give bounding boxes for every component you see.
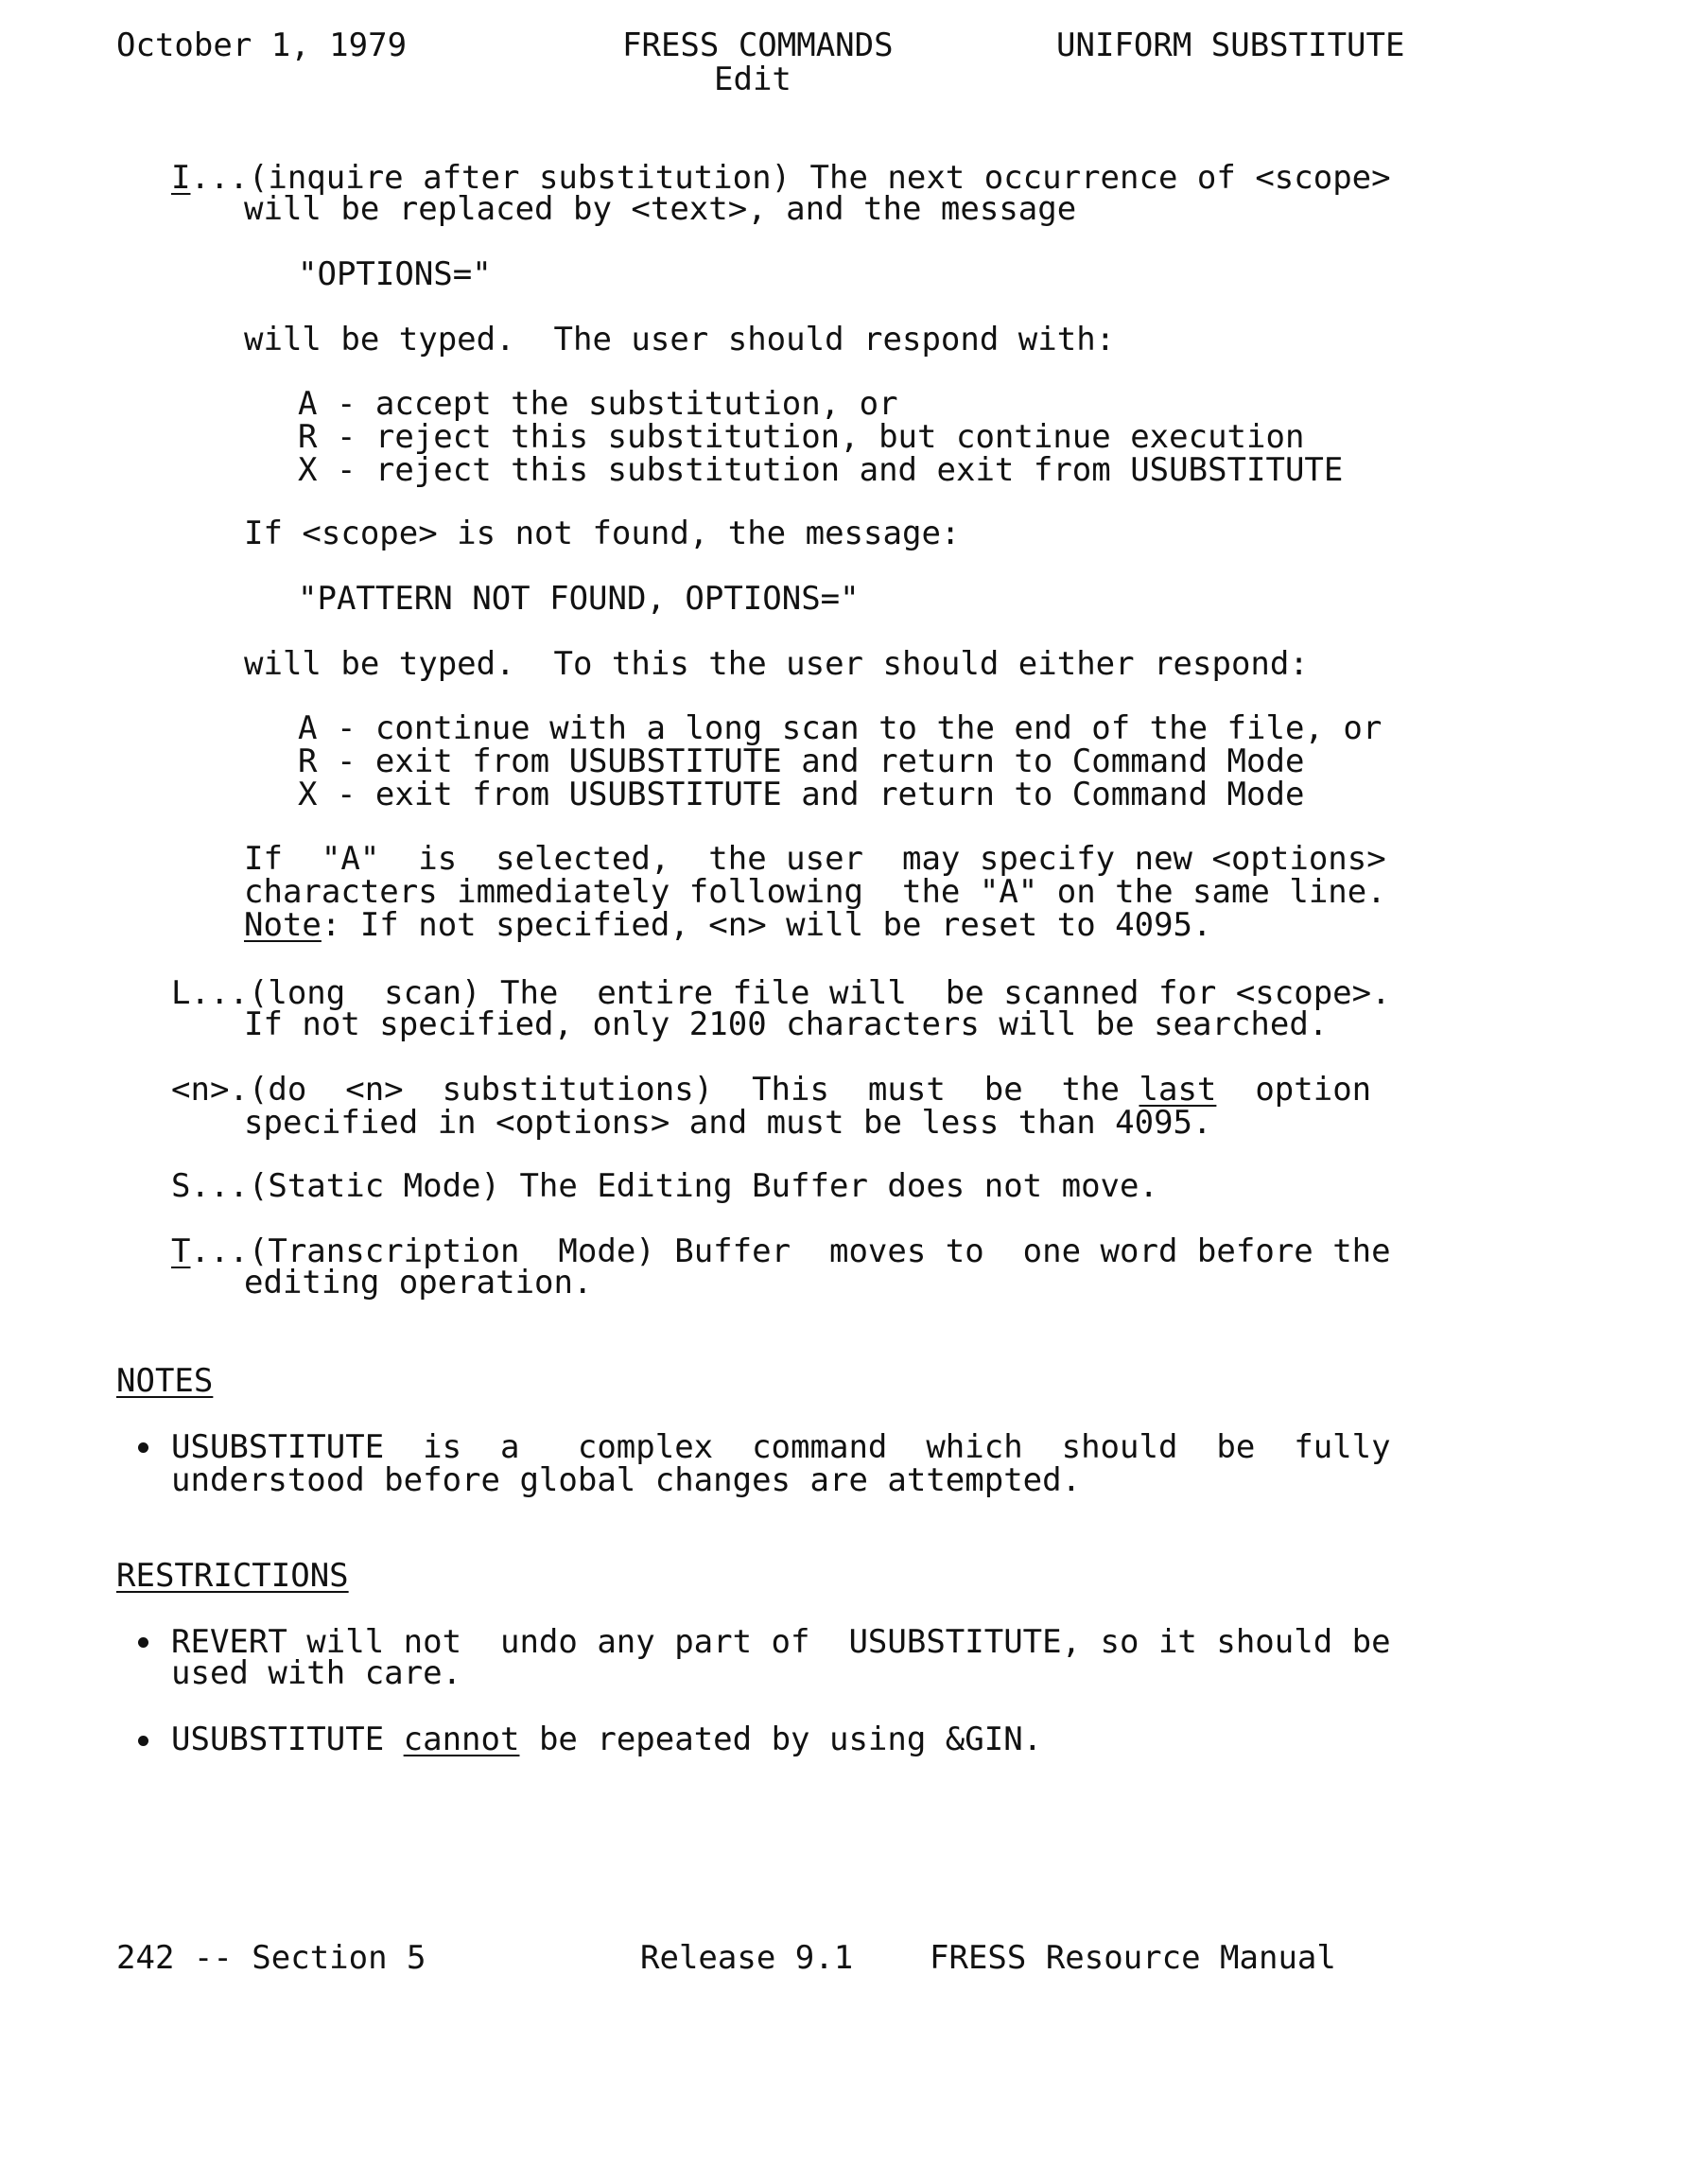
notes-item-line2: understood before global changes are attempted.: [171, 1461, 1082, 1499]
select-line2: characters immediately following the "A" on the same line.: [244, 873, 1386, 911]
header-subtitle: Edit: [714, 61, 791, 98]
option-i-message: "OPTIONS=": [298, 255, 492, 293]
option-t-desc: ...(Transcription Mode) Buffer moves to one word before the: [190, 1232, 1391, 1270]
option-n-line2: specified in <options> and must be less than 4095.: [244, 1104, 1212, 1142]
restriction-item-2: [171, 1722, 1042, 1756]
option-i-prompt: will be typed. The user should respond with:: [244, 321, 1116, 358]
notfound-message: "PATTERN NOT FOUND, OPTIONS=": [298, 580, 860, 618]
header-date: October 1, 1979: [116, 26, 408, 64]
notfound-intro: If <scope> is not found, the message:: [244, 515, 961, 552]
footer-section: 242 -- Section 5: [116, 1939, 426, 1977]
select-line1: If "A" is selected, the user may specify new <options>: [244, 840, 1386, 878]
option-n-text-a: <n>.(do <n> substitutions) This must be the: [171, 1071, 1139, 1109]
response-item: R - reject this substitution, but continue execution: [298, 418, 1305, 456]
note-text: : If not specified, <n> will be reset to 4095.: [321, 906, 1212, 944]
response-item: X - reject this substitution and exit from USUBSTITUTE: [298, 451, 1344, 489]
option-i-line2: will be replaced by <text>, and the message: [244, 190, 1077, 228]
option-n-last: last: [1139, 1071, 1217, 1109]
option-i-letter: I: [171, 159, 191, 197]
bullet-icon: [138, 1442, 148, 1453]
header-command: UNIFORM SUBSTITUTE: [1056, 26, 1405, 64]
option-s-line1: S...(Static Mode) The Editing Buffer does not move.: [171, 1167, 1158, 1205]
restriction-item-1-line2: used with care.: [171, 1654, 462, 1692]
bullet-icon: [138, 1637, 148, 1648]
option-l-line2: If not specified, only 2100 characters will be searched.: [244, 1005, 1329, 1043]
restriction-item-1-line1: REVERT will not undo any part of USUBSTITUTE, so it should be: [171, 1623, 1391, 1661]
restriction-item-2-text-b: be repeated by using &GIN.: [519, 1721, 1043, 1758]
note-line: [244, 908, 1212, 942]
header-title: FRESS COMMANDS: [622, 26, 894, 64]
option-n-line1: [171, 1073, 1371, 1107]
note-label: Note: [244, 906, 322, 944]
option-t-line2: editing operation.: [244, 1264, 593, 1302]
notes-item-line1: USUBSTITUTE is a complex command which should be fully: [171, 1428, 1391, 1466]
bullet-icon: [138, 1736, 148, 1746]
option-n-text-b: option: [1216, 1071, 1372, 1109]
notfound-response-item: R - exit from USUBSTITUTE and return to Command Mode: [298, 743, 1305, 780]
option-t-letter: T: [171, 1232, 191, 1270]
footer-release: Release 9.1: [640, 1939, 854, 1977]
option-l-line1: L...(long scan) The entire file will be scanned for <scope>.: [171, 974, 1391, 1012]
restriction-item-2-text-a: USUBSTITUTE: [171, 1721, 404, 1758]
notes-heading: NOTES: [116, 1362, 214, 1400]
response-item: A - accept the substitution, or: [298, 385, 898, 423]
notfound-prompt: will be typed. To this the user should either respond:: [244, 645, 1309, 683]
option-i-desc: ...(inquire after substitution) The next occurrence of <scope>: [190, 159, 1391, 197]
notfound-response-item: X - exit from USUBSTITUTE and return to Command Mode: [298, 776, 1305, 813]
restriction-item-2-cannot: cannot: [403, 1721, 520, 1758]
footer-manual: FRESS Resource Manual: [930, 1939, 1336, 1977]
restrictions-heading: RESTRICTIONS: [116, 1557, 349, 1595]
notfound-response-item: A - continue with a long scan to the end of the file, or: [298, 709, 1383, 747]
